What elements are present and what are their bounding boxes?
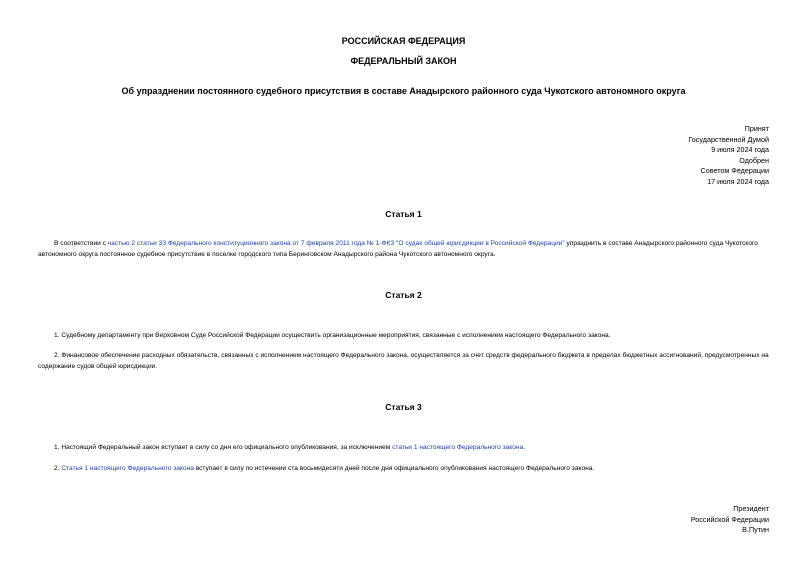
signature-block: [569, 504, 769, 536]
article-2-heading: Статья 2: [385, 290, 422, 300]
article-1-link[interactable]: частью 2 статьи 33 Федерального конституционного закона от 7 февраля 2011 года № 1-ФКЗ "О судах общей юрисдикции в Российской Федерации": [107, 240, 565, 247]
article-3-link-2[interactable]: Статья 1 настоящего Федерального закона: [61, 465, 194, 472]
article-2-text-2: 2. Финансовое обеспечение расходных обязательств, связанных с исполнением настоящего Федерального закона, осуществляется за счет средств федерального бюджета в пределах бюджетных ассигнований, предусмотренных на содержание судов общей юрисдикции.: [38, 352, 769, 370]
article-1-text-before: В соответствии с: [54, 240, 108, 247]
country-heading: РОССИЙСКАЯ ФЕДЕРАЦИЯ: [341, 36, 466, 46]
article-2-text-1: 1. Судебному департаменту при Верховном Суде Российской Федерации осуществить организационные мероприятия, связанные с исполнением настоящего Федерального закона.: [54, 332, 611, 339]
article-1-paragraph: [38, 238, 769, 260]
adoption-block: [569, 124, 769, 187]
article-3-heading: Статья 3: [385, 402, 422, 412]
adoption-line: Принят: [744, 124, 769, 133]
article-3-text-2-before: 2.: [54, 465, 62, 472]
adoption-line: Государственной Думой: [688, 134, 769, 144]
article-1-heading: Статья 1: [385, 209, 422, 219]
article-3-paragraph-1: [38, 442, 769, 453]
article-3-text-1-before: 1. Настоящий Федеральный закон вступает в силу со дня его официального опубликования, за исключением: [54, 444, 393, 451]
law-type-heading: ФЕДЕРАЛЬНЫЙ ЗАКОН: [350, 56, 457, 66]
signature-title: Президент: [733, 504, 769, 513]
article-3-text-2-after: вступает в силу по истечении ста восьмидесяти дней после дня официального опубликования настоящего Федерального закона.: [193, 465, 595, 472]
article-3-link-1[interactable]: статьи 1 настоящего Федерального закона: [392, 444, 524, 451]
adoption-line: Одобрен: [739, 155, 769, 165]
law-title: Об упразднении постоянного судебного присутствия в составе Анадырского районного суда Чукотского автономного округа: [121, 86, 686, 96]
article-2-paragraph-1: [38, 330, 769, 341]
adoption-line: 9 июля 2024 года: [711, 145, 769, 154]
article-2-paragraph-2: [38, 350, 769, 372]
adoption-line: Советом Федерации: [700, 166, 769, 175]
adoption-line: 17 июля 2024 года: [707, 176, 769, 186]
signature-name: В.Путин: [742, 525, 769, 534]
article-3-paragraph-2: [38, 463, 769, 474]
article-3-text-1-after: .: [523, 444, 526, 451]
article-1-text-after: упразднить в составе Анадырского районного суда Чукотского автономного округа постоянное судебное присутствие в поселке городского типа Беринговском Анадырского района Чукотского автономного округа.: [38, 240, 758, 258]
signature-country: Российской Федерации: [690, 514, 769, 524]
